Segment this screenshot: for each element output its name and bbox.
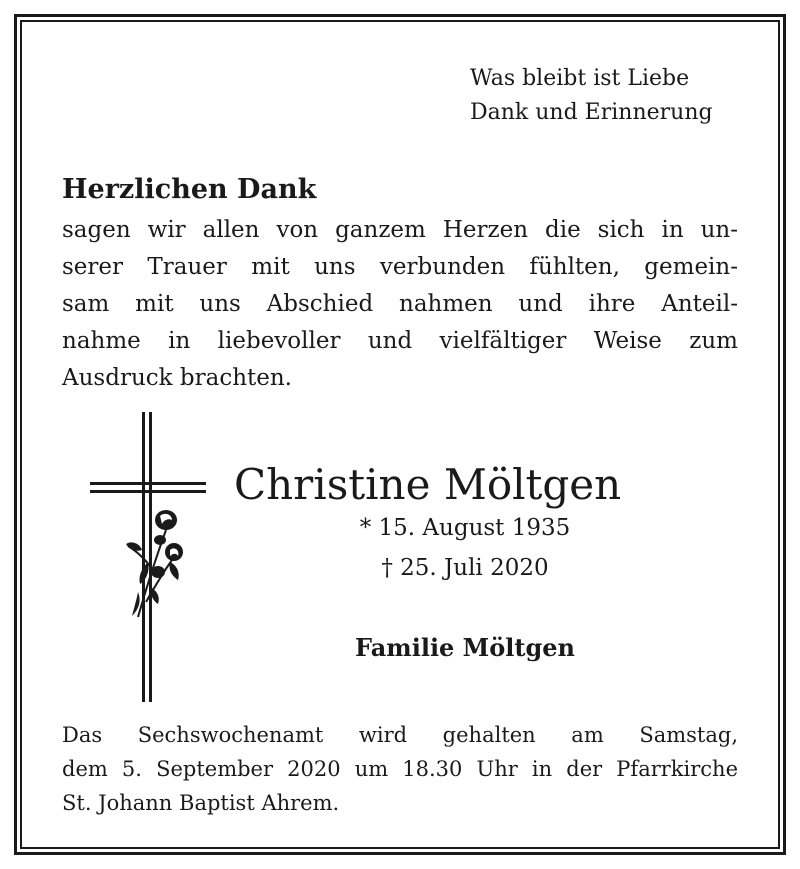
thanks-line: serer Trauer mit uns verbunden fühlten, gemein- (62, 254, 738, 280)
death-date: † 25. Juli 2020 (381, 555, 549, 581)
motto-line-2: Dank und Erinnerung (470, 100, 713, 125)
cross-with-roses-icon (88, 412, 208, 702)
thanks-line: Ausdruck brachten. (62, 365, 292, 391)
service-line: St. Johann Baptist Ahrem. (62, 791, 340, 815)
service-line: dem 5. September 2020 um 18.30 Uhr in der Pfarrkirche (62, 757, 738, 781)
motto-line-1: Was bleibt ist Liebe (470, 66, 690, 91)
deceased-name: Christine Möltgen (234, 460, 622, 509)
thanks-line: nahme in liebevoller und vielfältiger Weise zum (62, 328, 738, 354)
thanks-text (62, 212, 738, 397)
motto (470, 62, 770, 130)
birth-date: * 15. August 1935 (359, 515, 571, 541)
thanks-line: sagen wir allen von ganzem Herzen die sich in un- (62, 217, 738, 243)
thanks-title: Herzlichen Dank (62, 174, 317, 205)
family-signature: Familie Möltgen (355, 633, 575, 662)
service-line: Das Sechswochenamt wird gehalten am Samstag, (62, 723, 738, 747)
service-notice (62, 718, 738, 820)
thanks-line: sam mit uns Abschied nahmen und ihre Anteil- (62, 291, 738, 317)
